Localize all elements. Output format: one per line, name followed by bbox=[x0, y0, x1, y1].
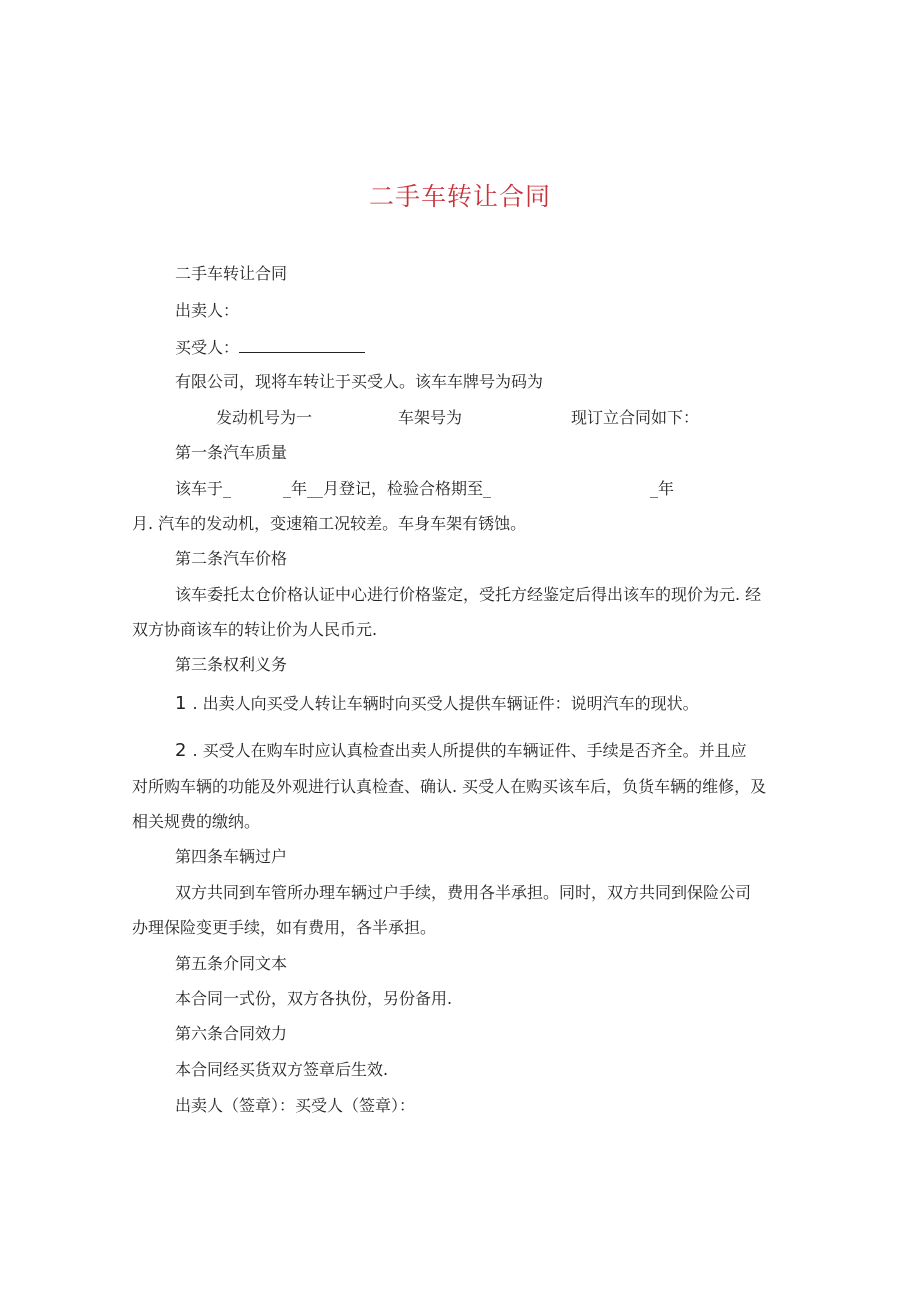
article-3-item-2-line-2: 对所购车辆的功能及外观进行认真检查、确认. 买受人在购买该车后，负货车辆的维修，及 bbox=[132, 777, 767, 796]
article-3-item-2 bbox=[175, 740, 747, 762]
article-1-text-b: _年__月登记，检验合格期至_ bbox=[283, 479, 492, 498]
article-6-text: 本合同经买货双方签章后生效. bbox=[175, 1060, 389, 1079]
article-6-heading: 第六条合同效力 bbox=[175, 1024, 288, 1043]
item-1-number: 1 bbox=[175, 693, 187, 714]
article-1-heading: 第一条汽车质量 bbox=[175, 443, 288, 462]
article-5-heading: 第五条介同文本 bbox=[175, 954, 288, 973]
article-2-text-2: 双方协商该车的转让价为人民币元. bbox=[132, 620, 378, 639]
subtitle: 二手车转让合同 bbox=[175, 264, 288, 283]
article-1-text-c: _年 bbox=[650, 479, 675, 498]
article-1-text-2: 月. 汽车的发动机，变速箱工况较差。车身车架有锈蚀。 bbox=[132, 514, 527, 533]
article-1-text-a: 该车于_ bbox=[175, 479, 232, 498]
article-3-item-1 bbox=[175, 693, 699, 715]
article-5-text: 本合同一式份，双方各执份，另份备用. bbox=[175, 989, 453, 1008]
article-2-heading: 第二条汽车价格 bbox=[175, 549, 288, 568]
signature-line: 出卖人（签章）：买受人（签章）： bbox=[175, 1096, 416, 1115]
buyer-label: 买受人： bbox=[175, 338, 240, 357]
article-3-heading: 第三条权利义务 bbox=[175, 655, 288, 674]
engine-label: 发动机号为一 bbox=[216, 408, 313, 427]
buyer-blank bbox=[239, 336, 365, 353]
article-3-item-2-line-3: 相关规费的缴纳。 bbox=[132, 812, 261, 831]
item-2-text: . 买受人在购车时应认真检查出卖人所提供的车辆证件、手续是否齐全。并且应 bbox=[192, 741, 747, 760]
seller-label: 出卖人： bbox=[175, 301, 240, 320]
document-title: 二手车转让合同 bbox=[368, 182, 551, 211]
frame-label: 车架号为 bbox=[398, 408, 463, 427]
article-4-text-2: 办理保险变更手续，如有费用，各半承担。 bbox=[132, 918, 437, 937]
article-2-text-1: 该车委托太仓价格认证中心进行价格鉴定，受托方经鉴定后得出该车的现价为元. 经 bbox=[175, 585, 762, 604]
item-1-text: . 出卖人向买受人转让车辆时向买受人提供车辆证件：说明汽车的现状。 bbox=[192, 694, 699, 713]
company-line: 有限公司，现将车转让于买受人。该车车牌号为码为 bbox=[175, 372, 544, 391]
buyer-line bbox=[175, 336, 365, 359]
item-2-number: 2 bbox=[175, 740, 187, 761]
article-4-text-1: 双方共同到车管所办理车辆过户手续，费用各半承担。同时，双方共同到保险公司 bbox=[175, 883, 752, 902]
article-4-heading: 第四条车辆过户 bbox=[175, 847, 288, 866]
contract-intro: 现订立合同如下： bbox=[571, 408, 700, 427]
